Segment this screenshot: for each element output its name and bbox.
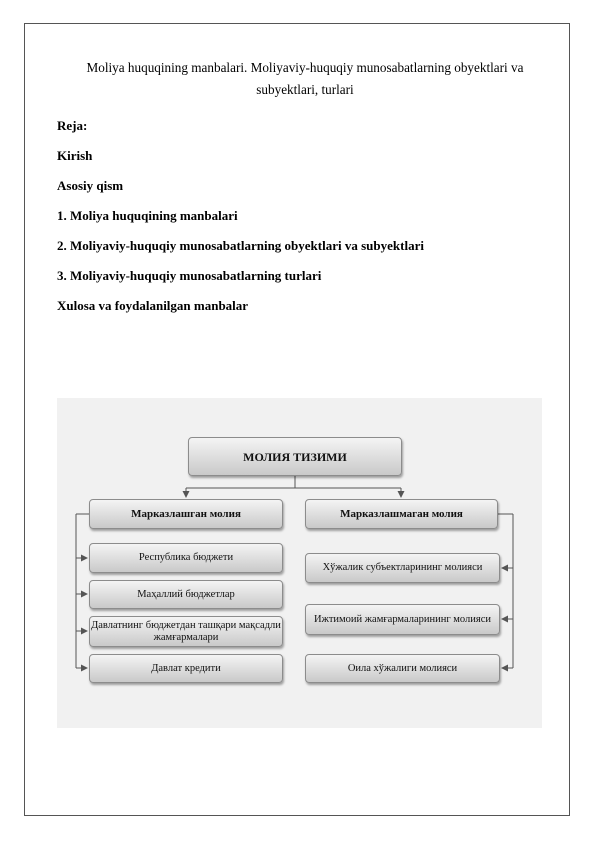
diagram-left-item: Давлатнинг бюджетдан ташқари мақсадли жамғармалари xyxy=(89,616,283,647)
outline-item-plan: Reja: xyxy=(57,118,88,133)
outline-item-section-3: 3. Moliyaviy-huquqiy munosabatlarning turlari xyxy=(57,268,322,283)
diagram-left-item: Давлат кредити xyxy=(89,654,283,683)
diagram-right-item: Хўжалик субъектларининг молияси xyxy=(305,553,500,583)
diagram-left-item: Маҳаллий бюджетлар xyxy=(89,580,283,609)
finance-system-diagram xyxy=(57,398,542,728)
diagram-decentralized-finance-node: Марказлашмаган молия xyxy=(305,499,498,529)
document-title: Moliya huquqining manbalari. Moliyaviy-huquqiy munosabatlarning obyektlari va subyektlari, turlari xyxy=(86,60,524,97)
diagram-left-item: Республика бюджети xyxy=(89,543,283,573)
diagram-centralized-finance-node: Марказлашган молия xyxy=(89,499,283,529)
diagram-right-item: Ижтимоий жамғармаларининг молияси xyxy=(305,604,500,635)
outline-item-section-1: 1. Moliya huquqining manbalari xyxy=(57,208,238,223)
outline-item-main-part: Asosiy qism xyxy=(57,178,124,193)
outline-item-section-2: 2. Moliyaviy-huquqiy munosabatlarning obyektlari va subyektlari xyxy=(57,238,424,253)
outline-list xyxy=(57,118,424,328)
diagram-right-item: Оила хўжалиги молияси xyxy=(305,654,500,683)
outline-item-introduction: Kirish xyxy=(57,148,93,163)
outline-item-conclusion: Xulosa va foydalanilgan manbalar xyxy=(57,298,249,313)
diagram-root-node: МОЛИЯ ТИЗИМИ xyxy=(188,437,402,476)
